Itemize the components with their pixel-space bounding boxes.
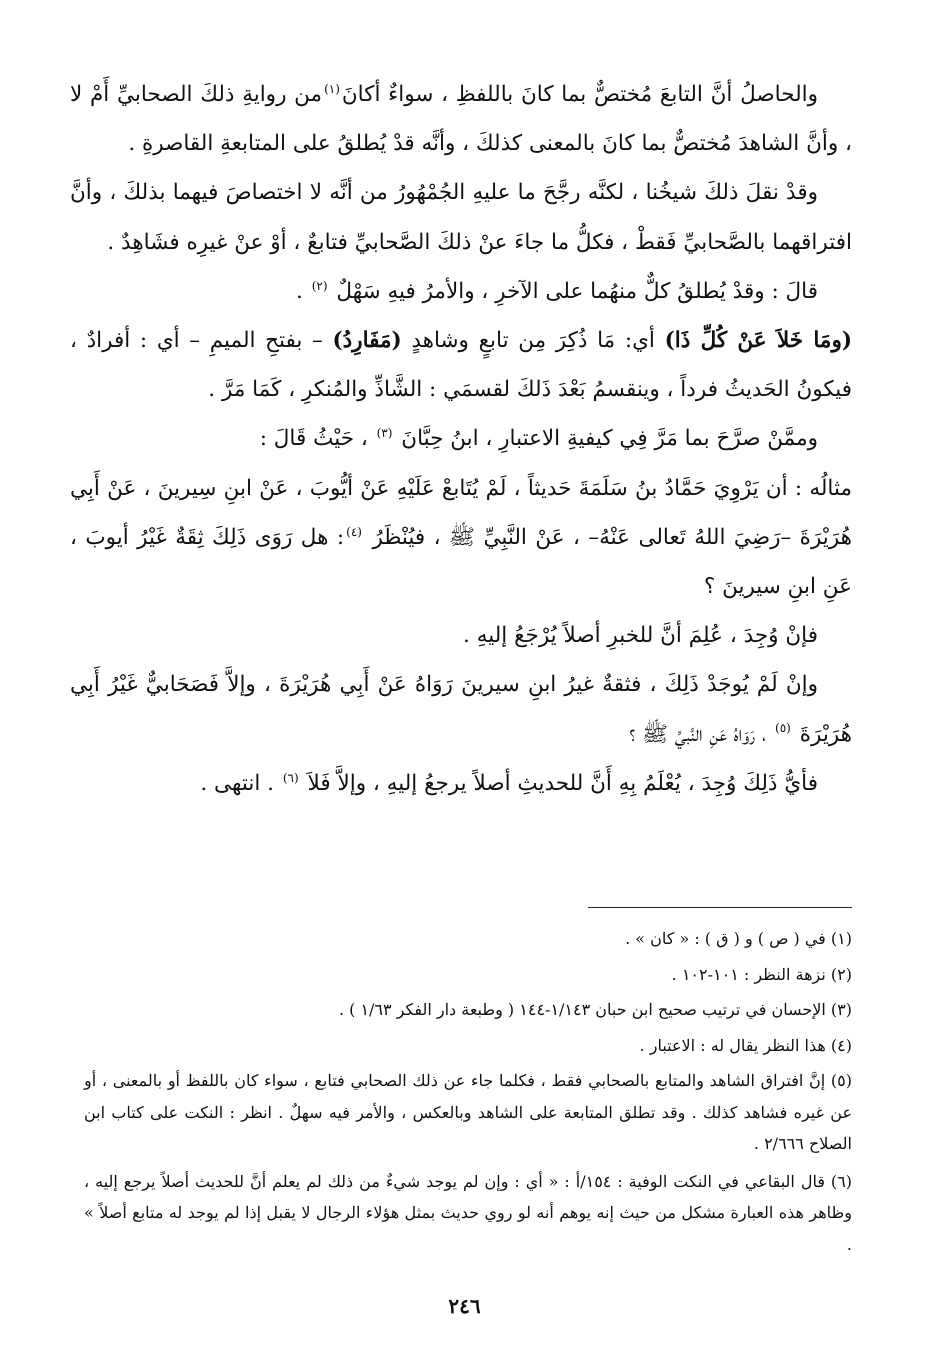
footnote-2: (٢) نزهة النظر : ١٠١-١٠٢ . — [671, 964, 852, 984]
matn-quote-1: (ومَا خَلاَ عَنْ كُلِّ ذَا) — [664, 328, 852, 354]
paragraph-3 — [70, 267, 852, 316]
paragraph-9-text: فأيُّ ذَلِكَ وُجِدَ ، يُعْلَمُ بِهِ أَنَّ للحديثِ أصلاً يرجعُ إليهِ ، وإلاَّ فَلاَ — [307, 770, 818, 796]
paragraph-1-continued: من روايةِ ذلكَ الصحابيِّ أَمْ لا ، وأنَّ الشاهدَ مُختصٌّ بما كانَ بالمعنى كذلكَ ، وأنَّه قدْ يُطلقُ على المتابعةِ القاصرةِ . — [70, 82, 852, 157]
footnote-5: (٥) إنَّ افتراق الشاهد والمتابع بالصحابي فقط ، فكلما جاء عن ذلك الصحابي فتابع ، سواء كان باللفظ أو بالمعنى ، أو عن غيره فشاهد كذلك . وقد تطلق المتابعة على الشاهد وبالعكس ، والأمر فيه سهلٌ . انظر : النكت على كتاب ابن الصلاح ٢/٦٦٦ . — [84, 1071, 853, 1153]
paragraph-8 — [70, 660, 852, 758]
main-text — [70, 70, 852, 808]
paragraph-2 — [70, 168, 852, 266]
paragraph-4 — [70, 316, 852, 414]
footnote-ref-5: (٥) — [775, 721, 791, 736]
paragraph-7-text: فإنْ وُجِدَ ، عُلِمَ أنَّ للخبرِ أصلاً يُرْجَعُ إليهِ . — [463, 623, 818, 649]
paragraph-2-text: وقدْ نقلَ ذلكَ شيخُنا ، لكنَّه رجَّحَ ما عليهِ الجُمْهُورُ من أنَّه لا اختصاصَ فيهما بذلكَ ، وأنَّ افتراقهما بالصَّحابيِّ فَقطْ ، فكلُّ ما جاءَ عنْ ذلكَ الصَّحابيِّ فتابعٌ ، أوْ عنْ غيرِه فشَاهِدٌ . — [70, 180, 852, 255]
matn-quote-2: (مَفَارِدُ) — [332, 328, 402, 354]
paragraph-1 — [70, 70, 852, 168]
paragraph-5-text: وممَّنْ صرَّحَ بما مَرَّ فِي كيفيةِ الاعتبارِ ، ابنُ حِبَّانَ — [401, 426, 818, 452]
paragraph-8-end: ، رَوَاهُ عَنِ النَّبيِّ ﷺ ؟ — [629, 721, 767, 747]
footnote-4: (٤) هذا النظر يقال له : الاعتبار . — [639, 1035, 852, 1055]
paragraph-6-end: : هل رَوَى ذَلِكَ ثِقَةٌ غَيْرُ أيوبَ ، عَنِ ابنِ سيرينَ ؟ — [70, 524, 852, 600]
footnotes — [84, 923, 852, 1266]
paragraph-6-text: مثالُه : أن يَرْوِيَ حَمَّادُ بنُ سَلَمَةَ حَديثاً ، لَمْ يُتَابعْ عَلَيْهِ عَنْ أيُّوبَ ، عَنْ ابنِ سِيرينَ ، عَنْ أَبِي هُرَيْرَةَ –رَضِيَ اللهُ تَعالى عَنْهُ– ، عَنْ النَّبِيِّ ﷺ ، فيُنْظَرُ — [70, 475, 852, 550]
footnote-ref-4: (٤) — [346, 524, 362, 539]
footnote-1: (١) في ( ص ) و ( ق ) : « كان » . — [625, 929, 852, 948]
footnote-ref-6: (٦) — [282, 770, 299, 785]
paragraph-1-text: والحاصلُ أنَّ التابعَ مُختصٌّ بما كانَ باللفظِ ، سواءٌ أكانَ — [341, 82, 818, 107]
page-number: ٢٤٦ — [448, 1294, 481, 1318]
paragraph-7 — [70, 611, 852, 660]
paragraph-5-end: ، حَيْثُ قَالَ : — [259, 426, 368, 452]
paragraph-9-end: . انتهى . — [200, 770, 275, 796]
paragraph-4-mid: أي: مَا ذُكِرَ مِن تابعٍ وشاهدٍ — [411, 328, 655, 354]
paragraph-3-text: قالَ : وقدْ يُطلقُ كلٌّ منهُما على الآخرِ ، والأمرُ فيهِ سَهْلٌ — [336, 278, 818, 304]
footnote-ref-1: (١) — [324, 81, 340, 96]
footnote-separator — [588, 907, 852, 908]
footnote-3: (٣) الإحسان في ترتيب صحيح ابن حبان ١/١٤٣-١٤٤ ( وطبعة دار الفكر ١/٦٣ ) . — [338, 1000, 852, 1019]
paragraph-6 — [70, 464, 852, 612]
footnote-ref-2: (٢) — [311, 278, 328, 293]
paragraph-4-rest: – بفتحِ الميمِ – أي : أفرادٌ ، فيكونُ الحَديثُ فرداً ، وينقسمُ بَعْدَ ذَلكَ لقسمَي : الشَّاذِّ والمُنكرِ ، كَمَا مَرَّ . — [70, 328, 852, 403]
paragraph-8-text: وإنْ لَمْ يُوجَدْ ذَلِكَ ، فثقةٌ غيرُ ابنِ سيرينَ رَوَاهُ عَنْ أَبِي هُرَيْرَةَ ، وإلاَّ فَصَحَابيٌّ غَيْرُ أَبِي هُرَيْرَةَ — [70, 672, 852, 747]
paragraph-3-end: . — [296, 278, 303, 304]
paragraph-5 — [70, 414, 852, 463]
footnote-6: (٦) قال البقاعي في النكت الوفية : ١٥٤/أ : « أي : وإن لم يوجد شيءٌ من ذلك لم يعلم أنَّ للحديث أصلاً يرجع إليه ، وظاهر هذه العبارة مشكل من حيث إنه يوهم أنه لو روي حديث بمثل هؤلاء الرجال لا يقبل إذا لم يوجد له متابع أصلاً » . — [84, 1171, 853, 1254]
paragraph-9 — [70, 759, 852, 808]
footnote-ref-3: (٣) — [376, 426, 393, 441]
